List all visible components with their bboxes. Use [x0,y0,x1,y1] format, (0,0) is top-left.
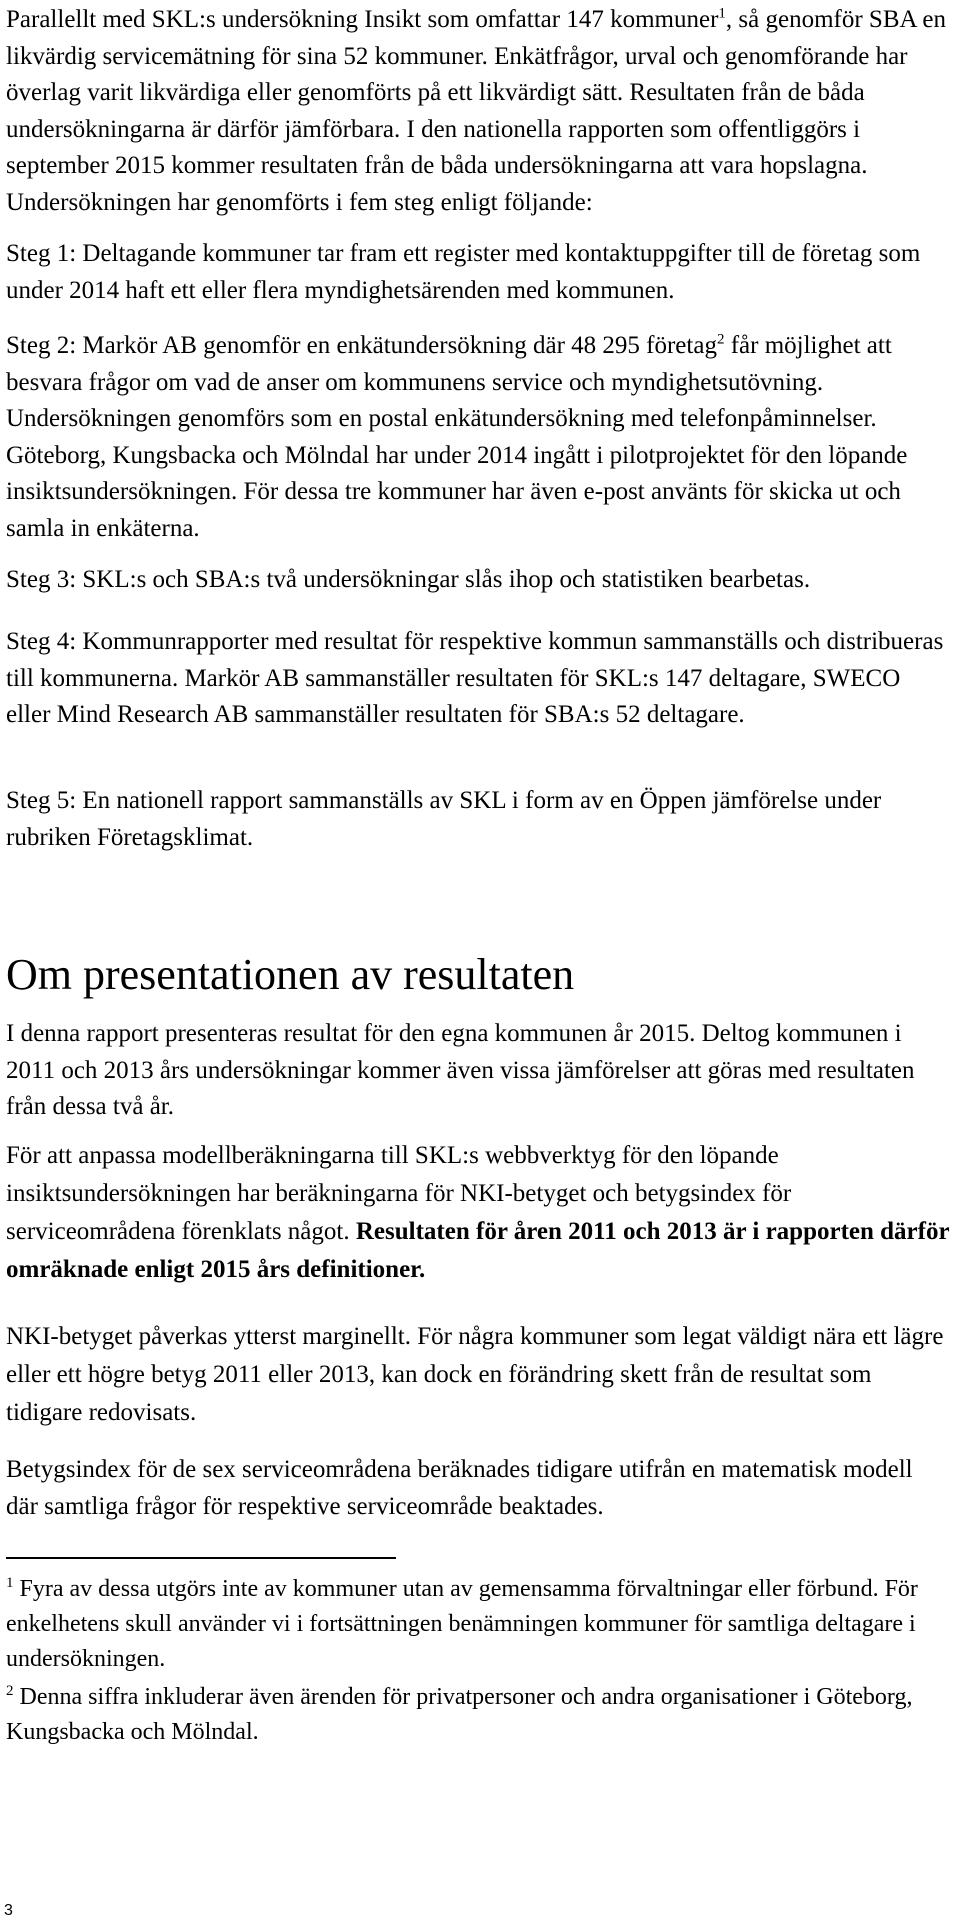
step-2 [6,328,950,547]
step-4: Steg 4: Kommunrapporter med resultat för respektive kommun sammanställs och distribueras till kommunerna. Markör AB sammanställer resultaten för SKL:s 147 deltagare, SWECO eller Mind Research AB sammanställer resultaten för SBA:s 52 deltagare. [6,628,944,728]
footnote-2 [6,1680,950,1750]
section-paragraph-4: Betygsindex för de sex serviceområdena beräknades tidigare utifrån en matematisk modell där samtliga frågor för respektive serviceområde beaktades. [6,1456,913,1520]
step-5: Steg 5: En nationell rapport sammanställs av SKL i form av en Öppen jämförelse under rubriken Företagsklimat. [6,787,882,851]
intro-text-a: Parallellt med SKL:s undersökning Insikt som omfattar 147 kommuner [6,6,719,33]
section-heading: Om presentationen av resultaten [6,950,575,999]
footnote-1 [6,1572,950,1677]
step-3: Steg 3: SKL:s och SBA:s två undersökningar slås ihop och statistiken bearbetas. [6,566,811,593]
page-number: 3 [4,1902,13,1919]
step-1: Steg 1: Deltagande kommuner tar fram ett register med kontaktuppgifter till de företag som under 2014 haft ett eller flera myndighetsärenden med kommunen. [6,240,921,304]
intro-paragraph [6,2,950,221]
step-2-text-a: Steg 2: Markör AB genomför en enkätundersökning där 48 295 företag [6,332,717,359]
intro-text-b: , så genomför SBA en likvärdig servicemätning för sina 52 kommuner. Enkätfrågor, urval och genomförande har överlag varit likvärdiga eller genomförts på ett likvärdigt sätt. Resultaten från de båda undersökningarna är därför jämförbara. I den nationella rapporten som offentliggörs i september 2015 kommer resultaten från de båda undersökningarna att vara hopslagna. Undersökningen har genomförts i fem steg enligt följande: [6,6,947,216]
footnote-ref-1: 1 [718,5,726,22]
section-paragraph-2-bold: Resultaten för åren 2011 och 2013 är i rapporten därför omräknade enligt 2015 års definitioner. [6,1218,950,1283]
step-2-text-b: får möjlighet att besvara frågor om vad de anser om kommunens service och myndighetsutövning. Undersökningen genomförs som en postal enkätundersökning med telefonpåminnelser. Göteborg, Kungsbacka och Mölndal har under 2014 ingått i pilotprojektet för den löpande insiktsundersökningen. För dessa tre kommuner har även e-post använts för skicka ut och samla in enkäterna. [6,332,908,542]
section-paragraph-2-text: För att anpassa modellberäkningarna till SKL:s webbverktyg för den löpande insiktsundersökningen har beräkningarna för NKI-betyget och betygsindex för serviceområdena förenklats något. [6,1142,792,1245]
footnote-2-text: Denna siffra inkluderar även ärenden för privatpersoner och andra organisationer i Göteborg, Kungsbacka och Mölndal. [6,1684,913,1745]
section-paragraph-3: NKI-betyget påverkas ytterst marginellt. För några kommuner som legat väldigt nära ett lägre eller ett högre betyg 2011 eller 2013, kan dock en förändring skett från de resultat som tidigare redovisats. [6,1323,944,1426]
section-paragraph-1: I denna rapport presenteras resultat för den egna kommunen år 2015. Deltog kommunen i 2011 och 2013 års undersökningar kommer även vissa jämförelser att göras med resultaten från dessa två år. [6,1020,915,1120]
section-paragraph-2 [6,1137,950,1289]
footnote-1-mark: 1 [6,1575,14,1591]
footnote-2-mark: 2 [6,1683,14,1699]
footnote-1-text: Fyra av dessa utgörs inte av kommuner utan av gemensamma förvaltningar eller förbund. För enkelhetens skull använder vi i fortsättningen benämningen kommuner för samtliga deltagare i undersökningen. [6,1576,918,1672]
footnote-divider [6,1557,396,1559]
footnote-ref-2: 2 [716,331,725,348]
